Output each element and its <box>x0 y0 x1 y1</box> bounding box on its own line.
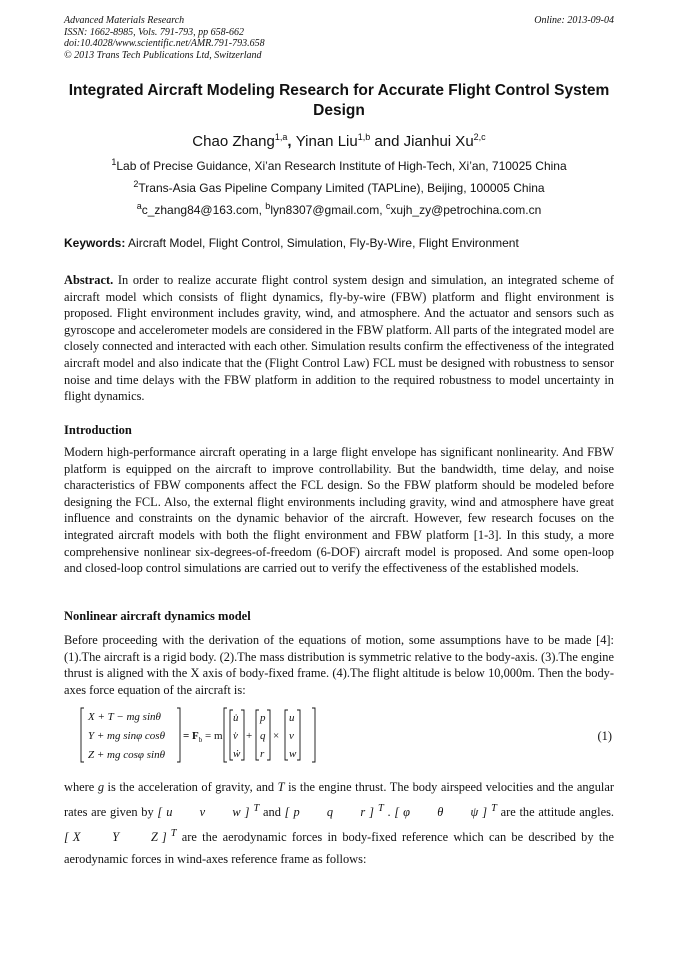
symbol-g: g <box>97 780 105 794</box>
eq-row: Y + mg sinφ cosθ <box>88 730 165 742</box>
bracket-right <box>177 708 180 762</box>
keywords-text: Aircraft Model, Flight Control, Simulation, Fly-By-Wire, Flight Environment <box>125 236 519 250</box>
equation-number: (1) <box>597 729 612 743</box>
keywords <box>64 236 614 250</box>
copyright: © 2013 Trans Tech Publications Ltd, Switzerland <box>64 49 262 61</box>
text: . <box>383 805 395 820</box>
affiliation-sup: 2 <box>133 179 139 189</box>
text: and <box>259 805 285 820</box>
abstract <box>64 272 614 405</box>
eq-omega: q <box>260 730 266 742</box>
transpose-sup: T <box>491 803 497 814</box>
eq-mid: = $F_b = m$ <box>183 730 223 744</box>
affiliation <box>64 157 614 173</box>
affiliation-text: Lab of Precise Guidance, Xi’an Research Institute of High-Tech, Xi’an, 710025 China <box>116 159 567 173</box>
email: lyn8307@gmail.com, <box>270 203 386 217</box>
bracket-left <box>81 708 84 762</box>
affiliation-sup: 1 <box>111 157 117 167</box>
author-sep: and <box>370 133 404 150</box>
author-name: Yinan Liu <box>295 133 358 150</box>
email-list <box>64 201 614 217</box>
eq-row: Z + mg cosφ sinθ <box>88 749 165 761</box>
where-paragraph <box>64 776 618 870</box>
email-sup: b <box>265 201 271 211</box>
email: xujh_zy@petrochina.com.cn <box>390 203 542 217</box>
email: c_zhang84@163.com, <box>141 203 266 217</box>
eq-omega: p <box>260 712 266 724</box>
keywords-label: Keywords: <box>64 236 126 250</box>
text: are the aerodynamic forces in body-fixed reference which can be described by the aerodynamic forces in wind-axes reference frame as follows: <box>64 830 618 867</box>
transpose-sup: T <box>377 803 384 814</box>
paper-title: Integrated Aircraft Modeling Research for Accurate Flight Control System Design <box>68 82 610 119</box>
author-sup: 1,b <box>357 132 371 142</box>
journal-name: Advanced Materials Research <box>64 15 185 26</box>
eq-plus: + <box>246 730 253 742</box>
rate-vector: [p q r] <box>284 805 378 820</box>
text: where <box>64 780 98 794</box>
model-paragraph: Before proceeding with the derivation of the equations of motion, some assumptions have to be made [4]: (1).The aircraft is a rigid body. (2).The mass distribution is symmetric relative to the body-axis. (3).The engine thrust is aligned with the X axis of body-fixed frame. (4).The flight altitude is below 10,000m. Then the body-axes force equation of the aircraft is: <box>64 633 614 697</box>
abstract-label: Abstract. <box>64 273 114 287</box>
text: are the attitude angles. <box>496 805 618 820</box>
bracket-right <box>267 710 270 760</box>
velocity-vector: [u v w] <box>157 805 254 820</box>
transpose-sup: T <box>253 803 260 814</box>
email-sup: a <box>136 201 142 211</box>
bracket-left <box>256 710 259 760</box>
author-sup: 1,a <box>274 132 288 142</box>
eq-omega: r <box>260 748 265 760</box>
eq-dot-vec: u̇ <box>233 712 239 724</box>
eq-vel: u <box>289 712 295 724</box>
author-sep: , <box>287 133 296 150</box>
eq-row: X + T − mg sinθ <box>88 711 161 723</box>
journal-header <box>64 15 424 61</box>
eq-cross: × <box>273 730 280 742</box>
eq-vel: w <box>289 748 297 760</box>
eq-dot-vec: v̇ <box>233 730 238 742</box>
abstract-text: In order to realize accurate flight control system design and simulation, an integrated scheme of aircraft model which consists of flight dynamics, fly-by-wire (FBW) platform and flight environment is proposed. Flight environment includes gravity, wind, and atmosphere. And the actuator and sensors such as gyroscope and accelerometer models are considered in the FBW platform. All parts of the integrated model are closely connected and interacted with each other. Simulation results confirm the effectiveness of the integrated aircraft model and also indicate that the (Flight Control Law) FCL must be designed with robustness to sensor noise and time delays with the FBW platform in addition to the required robustness to model uncertainty in flight dynamics. <box>64 273 614 404</box>
bracket-right <box>241 710 244 760</box>
email-sup: c <box>385 201 391 211</box>
introduction-paragraph: Modern high-performance aircraft operating in a large flight envelope has significant nonlinearity. And FBW platform is equipped on the aircraft to improve controllability. But the bandwidth, time delay, and noise characteristics of FBW components affect the FCL design. So the FBW platform should be modeled before designing the FCL. Also, the external flight environments including gravity, wind and atmosphere have great influence and constraints on the dynamic behavior of the aircraft. However, few research focuses on the integrated aircraft models with both the flight environment and FBW platform [1-3]. In this study, a more comprehensive nonlinear six-degrees-of-freedom (6-DOF) aircraft model is proposed. And some open-loop and closed-loop control simulations are carried out to verify the effectiveness of the established models. <box>64 445 614 576</box>
attitude-vector: [φ θ ψ] <box>394 805 492 820</box>
equation-1 <box>80 706 340 764</box>
author-name: Jianhui Xu <box>403 133 474 150</box>
online-date: Online: 2013-09-04 <box>534 15 614 26</box>
section-heading-model: Nonlinear aircraft dynamics model <box>64 609 251 623</box>
bracket-right <box>297 710 300 760</box>
author-sup: 2,c <box>473 132 486 142</box>
eq-vel: v <box>289 730 294 742</box>
text: is the engine thrust. The body airspeed velocities and the angular rates are given by <box>64 780 618 820</box>
doi: doi:10.4028/www.scientific.net/AMR.791-793.658 <box>64 38 265 49</box>
transpose-sup: T <box>170 828 177 840</box>
bracket-left <box>224 708 227 762</box>
bracket-right <box>312 708 315 762</box>
force-vector: [X Y Z] <box>64 830 171 845</box>
symbol-T: T <box>277 780 285 794</box>
eq-dot-vec: ẇ <box>233 748 241 760</box>
affiliation <box>64 179 614 195</box>
issn: ISSN: 1662-8985, Vols. 791-793, pp 658-662 <box>64 26 244 38</box>
author-name: Chao Zhang <box>192 133 275 150</box>
text: is the acceleration of gravity, and <box>104 780 278 794</box>
affiliation-text: Trans-Asia Gas Pipeline Company Limited (TAPLine), Beijing, 100005 China <box>138 181 545 195</box>
bracket-left <box>285 710 288 760</box>
author-list <box>64 132 614 150</box>
section-heading-introduction: Introduction <box>64 423 132 437</box>
